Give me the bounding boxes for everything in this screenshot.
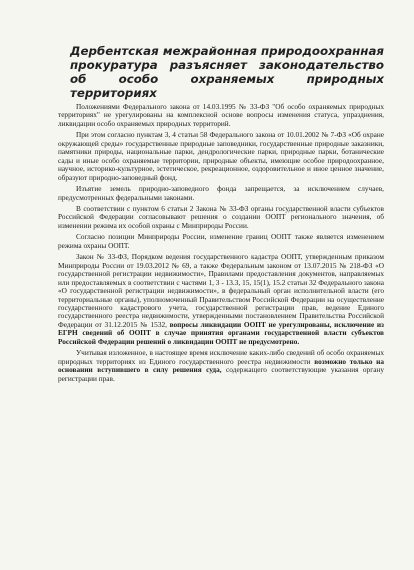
paragraph: [58, 349, 384, 383]
paragraph: [58, 253, 384, 346]
paragraph-bold-text: возможно только на основании вступившего в силу решения суда,: [58, 356, 384, 375]
paragraph-text: Учитывая изложенное, в настоящее время исключение каких-либо сведений об особо охраняемых природных территориях из Единого государственного реестра недвижимости: [58, 348, 384, 366]
document-title: Дербентская межрайонная природоохранная прокуратура разъясняет законодательство об особо охраняемых природных территориях: [70, 44, 384, 100]
paragraph-text: Закон № 33-ФЗ, Порядком ведения государственного кадастра ООПТ, утвержденным приказом Минприроды России от 19.03.2012 № 69, а также Федеральным законом от 13.07.2015 № 218-ФЗ «О государственной регистрации недвижимости», Правилами предоставления документов, направляемых или предоставляемых в соответствии с частями 1, 3 - 13.3, 15, 15(1), 15.2 статьи 32 Федерального закона «О государственной регистрации недвижимости», в федеральный орган исполнительной власти (его территориальные органы), уполномоченный Правительством Российской Федерации на осуществление государственного кадастрового учета, государственной регистрации прав, ведение Единого государственного реестра недвижимости, утвержденными постановлением Правительства Российской Федерации от 31.12.2015 № 1532,: [58, 252, 384, 329]
paragraph-text: содержащего соответствующие указания органу регистрации прав.: [58, 365, 384, 383]
paragraph: [58, 103, 384, 128]
paragraph-text: Согласно позиции Минприроды России, изменение границ ООПТ также является изменением режима охраны ООПТ.: [58, 232, 384, 250]
paragraph: [58, 205, 384, 230]
paragraph-bold-text: вопросы ликвидации ООПТ не урегулированы, исключение из ЕГРН сведений об ООПТ в случае принятия органами государственной власти субъектов Российской Федерации решений о ликвидации ООПТ не предусмотрено.: [58, 319, 384, 346]
paragraph-text: Изъятие земель природно-заповедного фонда запрещается, за исключением случаев, предусмотренных федеральными законами.: [58, 184, 384, 202]
paragraph-text: В соответствии с пунктом 6 статьи 2 Закона № 33-ФЗ органы государственной власти субъектов Российской Федерации согласовывают решения о создании ООПТ регионального значения, об изменении режима их особой охраны с Минприроды России.: [58, 203, 384, 230]
paragraph: [58, 185, 384, 202]
paragraph-text: Положениями Федерального закона от 14.03.1995 № 33-ФЗ "Об особо охраняемых природных территориях" не урегулированы на комплексной основе вопросы изменения статуса, упразднения, ликвидации особо охраняемых природных территорий.: [58, 102, 384, 128]
paragraph: [58, 233, 384, 250]
paragraph: [58, 131, 384, 182]
paragraph-text: При этом согласно пунктам 3, 4 статьи 58 Федерального закона от 10.01.2002 № 7-ФЗ «Об охране окружающей среды» государственные природные заповедники, государственные природные заказники, памятники природы, национальные парки, дендрологические парки, природные парки, ботанические сады и иные особо охраняемые территории, природные объекты, имеющие особое природоохранное, научное, историко-культурное, эстетическое, рекреационное, оздоровительное и иное ценное значение, образуют природно-заповедный фонд.: [58, 130, 384, 182]
